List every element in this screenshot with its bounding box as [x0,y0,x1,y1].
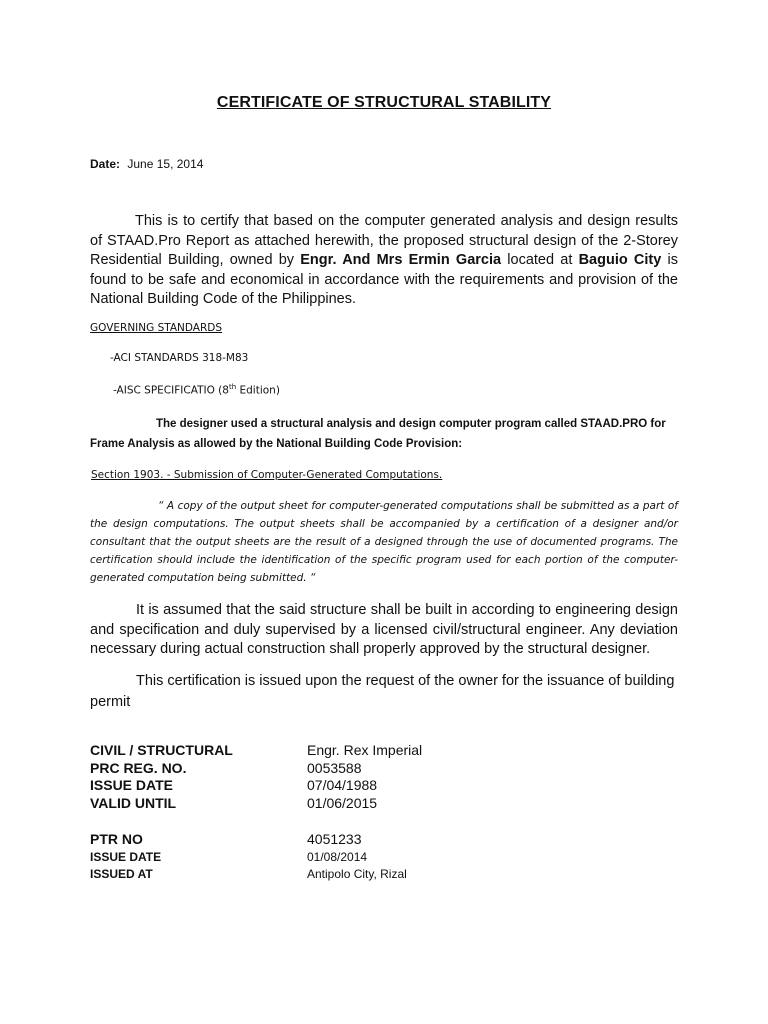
issue-date-value: 07/04/1988 [307,777,378,793]
standard-aisc [113,383,280,397]
page-title: CERTIFICATE OF STRUCTURAL STABILITY [216,94,552,111]
valid-until-label: VALID UNTIL [90,795,177,811]
issue-date-label: ISSUE DATE [90,777,173,793]
standard-aisc-edition: Edition) [236,384,280,397]
designer-text-1: The designer used a structural analysis and design computer program called [156,418,581,430]
ptr-issue-date-label: ISSUE DATE [90,850,162,864]
issued-at-label: ISSUED AT [90,867,153,881]
issued-at-value: Antipolo City, Rizal [307,867,407,881]
ptr-issue-date-value: 01/08/2014 [307,850,368,864]
designer-text-2: for Frame Analysis as allowed by the National Building Code Provision: [90,418,666,450]
ptr-label: PTR NO [90,831,143,847]
standard-aci: -ACI STANDARDS 318-M83 [110,352,249,364]
issuance-paragraph: This certification is issued upon the request of the owner for the issuance of building permit [90,673,675,710]
civil-value: Engr. Rex Imperial [307,742,423,758]
designer-statement [90,414,690,454]
valid-until-value: 01/06/2015 [307,795,378,811]
section-heading: Section 1903. - Submission of Computer-Generated Computations. [91,469,443,481]
program-name: STAAD.PRO [580,418,648,430]
location-name: Baguio City [578,252,662,268]
code-quote: “ A copy of the output sheet for computer-generated computations shall be submitted as a part of the design computations. The output sheets shall be accompanied by a certification of a designer and/or consultant that the output sheets are the result of a designed through the use of documented programs. The certification should include the identification of the specific program used for each portion of the computer-generated computation being submitted. “ [90,500,678,584]
prc-label: PRC REG. NO. [90,760,187,776]
civil-label: CIVIL / STRUCTURAL [90,742,233,758]
standard-aisc-text: -AISC SPECIFICATIO (8 [113,384,229,397]
owner-name: Engr. And Mrs Ermin Garcia [300,252,502,268]
para1-text-2: located at [501,252,579,268]
certification-paragraph [90,212,678,310]
governing-standards-heading: GOVERNING STANDARDS [90,322,223,334]
para1-text-3: is found to be safe and economical in accordance with the requirements and provision of the National Building Code of the Philippines. [90,252,678,307]
para1-text-1: This is to certify that based on the computer generated analysis and design results of STAAD.Pro Report as attached herewith, the proposed structural design of the 2-Storey Residential Building, owned by [90,213,678,268]
ptr-value: 4051233 [307,831,362,847]
standard-aisc-sup: th [228,383,237,391]
date-line [90,157,203,171]
date-value: June 15, 2014 [127,157,204,171]
prc-value: 0053588 [307,760,362,776]
date-label: Date: [90,157,121,171]
assumption-paragraph: It is assumed that the said structure shall be built in according to engineering design and specification and duly supervised by a licensed civil/structural engineer. Any deviation necessary during actual construction shall properly approved by the structural designer. [90,602,678,657]
